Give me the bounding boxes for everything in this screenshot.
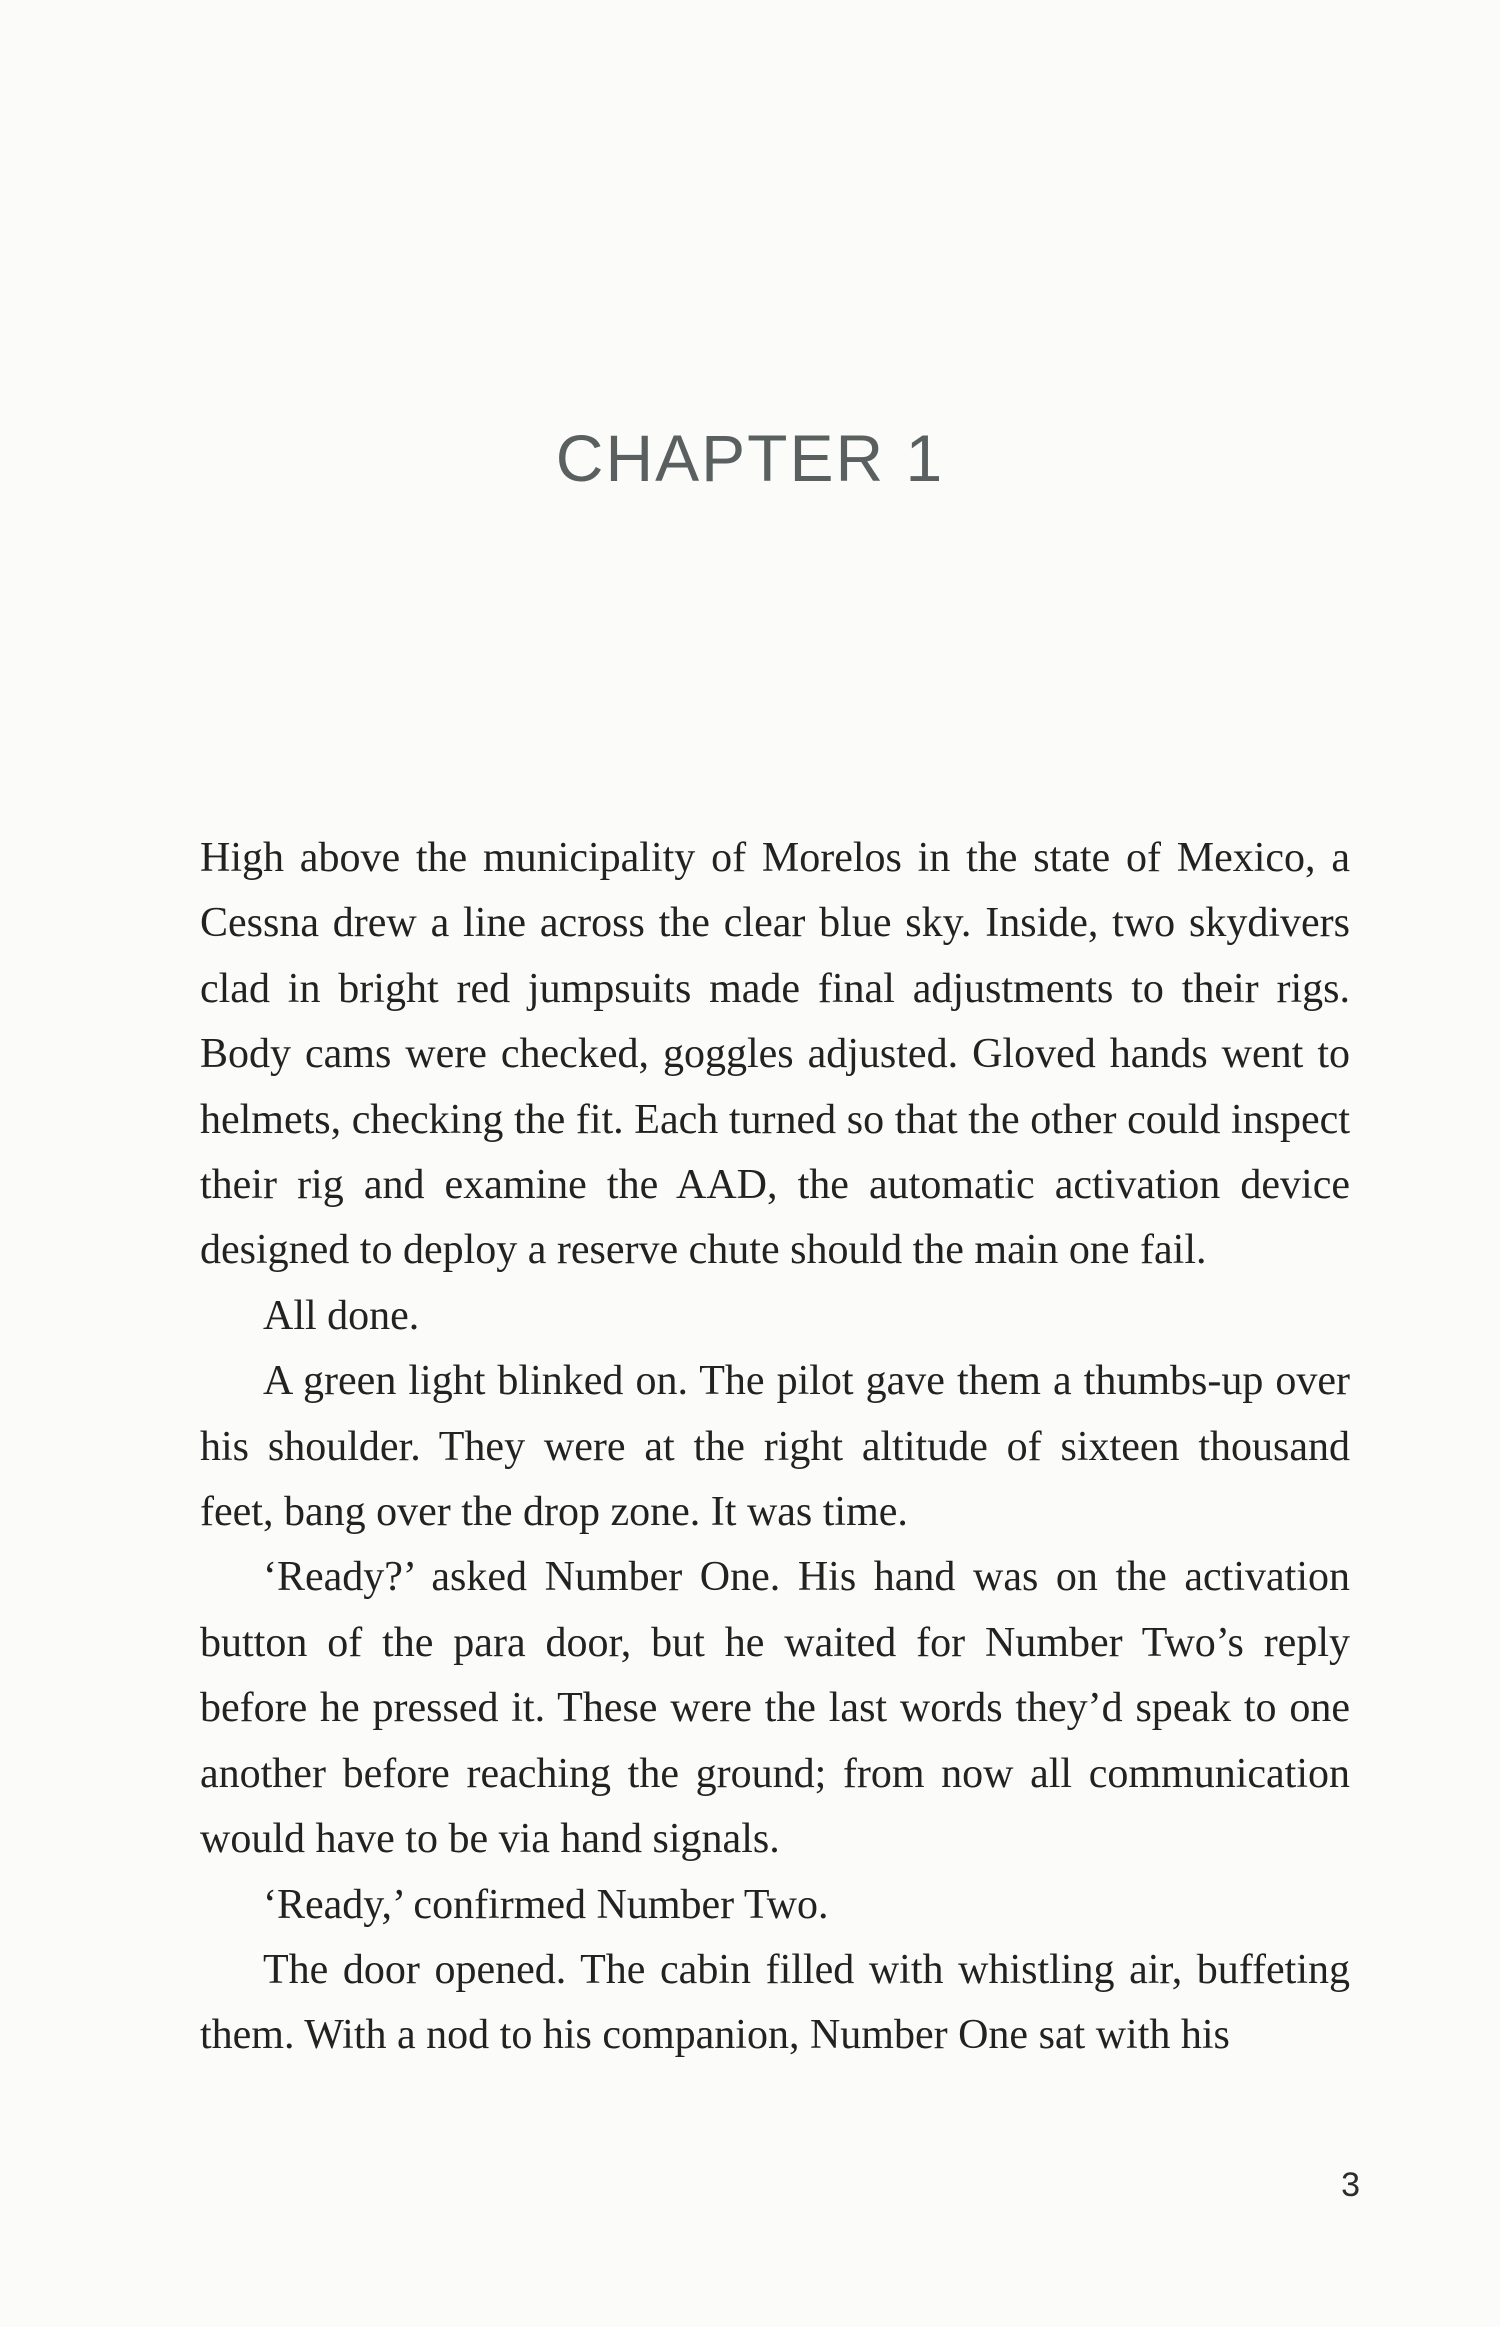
chapter-body bbox=[200, 826, 1350, 2069]
page-number: 3 bbox=[1341, 2166, 1360, 2204]
chapter-title: CHAPTER 1 bbox=[555, 421, 945, 495]
paragraph: High above the municipality of Morelos in the state of Mexico, a Cessna drew a line across the clear blue sky. Inside, two skydivers clad in bright red jumpsuits made final adjustments to their rigs. Body cams were checked, goggles adjusted. Gloved hands went to helmets, checking the fit. Each turned so that the other could inspect their rig and examine the AAD, the automatic activation device designed to deploy a reserve chute should the main one fail. bbox=[200, 835, 1350, 1274]
paragraph: The door opened. The cabin filled with whistling air, buffeting them. With a nod to his companion, Number One sat with his bbox=[200, 1946, 1350, 2059]
paragraph: ‘Ready?’ asked Number One. His hand was on the activation button of the para door, but he waited for Number Two’s reply before he pressed it. These were the last words they’d speak to one another before reaching the ground; from now all communication would have to be via hand signals. bbox=[200, 1554, 1350, 1863]
paragraph: A green light blinked on. The pilot gave them a thumbs-up over his shoulder. They were at the right altitude of sixteen thousand feet, bang over the drop zone. It was time. bbox=[200, 1358, 1350, 1536]
paragraph: All done. bbox=[263, 1292, 420, 1339]
paragraph: ‘Ready,’ confirmed Number Two. bbox=[263, 1881, 829, 1928]
